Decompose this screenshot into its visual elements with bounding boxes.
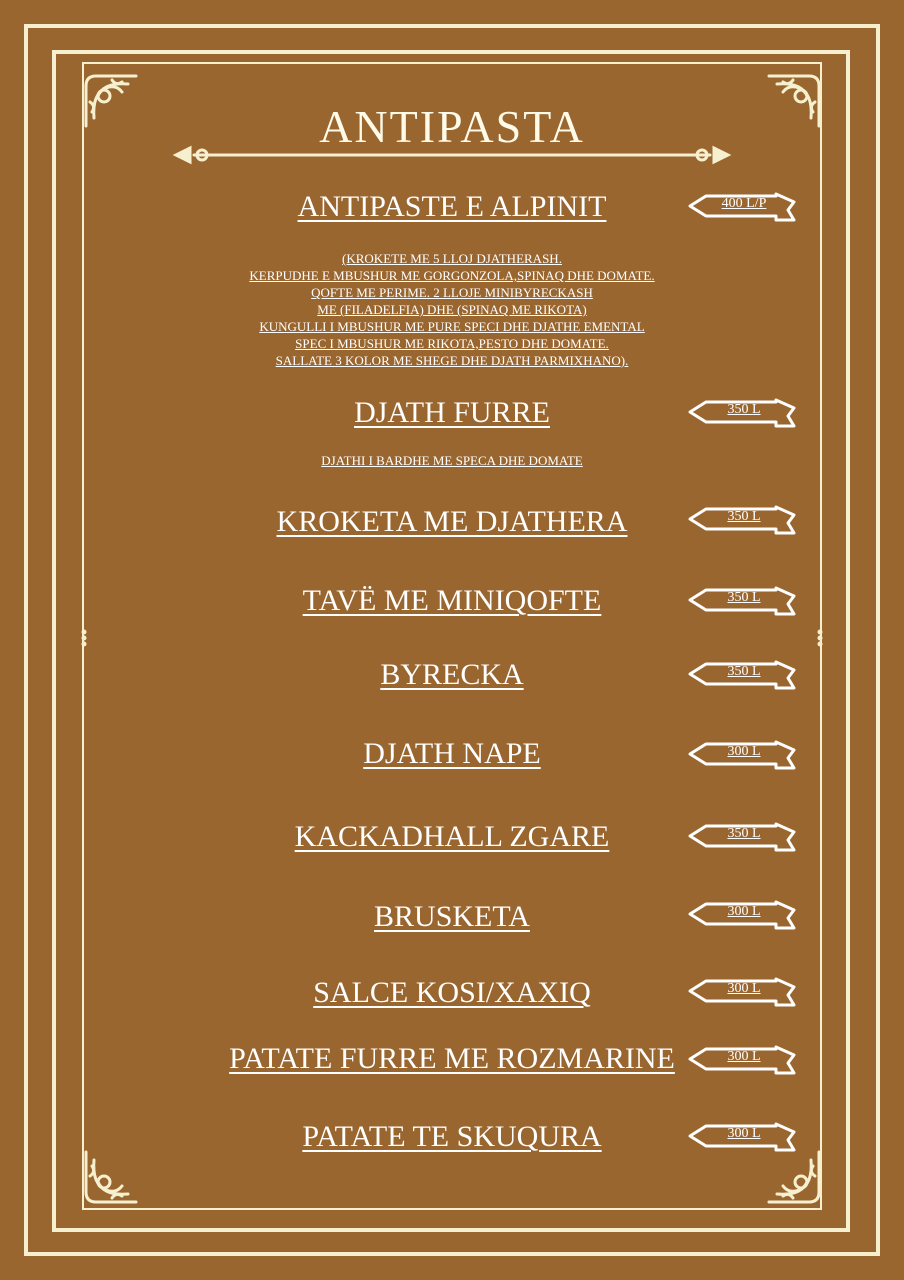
ornament-corner-icon — [765, 1148, 823, 1206]
menu-item-description: DJATHI I BARDHE ME SPECA DHE DOMATE — [321, 453, 583, 468]
price-label: 300 L — [727, 981, 761, 996]
menu-item-name: DJATH NAPE — [363, 737, 541, 770]
inner-frame — [82, 62, 822, 1210]
price-label: 300 L — [727, 1049, 761, 1064]
price-tag — [688, 660, 798, 694]
price-label: 300 L — [727, 744, 761, 759]
price-label: 300 L — [727, 1126, 761, 1141]
ornament-divider-icon — [172, 142, 732, 168]
price-tag — [688, 398, 798, 432]
menu-item-name: DJATH FURRE — [354, 396, 550, 429]
price-tag — [688, 1122, 798, 1156]
menu-item-name: ANTIPASTE E ALPINIT — [297, 190, 607, 223]
price-label: 350 L — [727, 664, 761, 679]
price-tag — [688, 900, 798, 934]
price-label: 350 L — [727, 509, 761, 524]
menu-item-name: PATATE FURRE ME ROZMARINE — [229, 1042, 675, 1075]
price-tag — [688, 1045, 798, 1079]
menu-item-name: SALCE KOSI/XAXIQ — [313, 976, 591, 1009]
price-label: 350 L — [727, 826, 761, 841]
price-label: 350 L — [727, 590, 761, 605]
menu-item-description: (KROKETE ME 5 LLOJ DJATHERASH. KERPUDHE E MBUSHUR ME GORGONZOLA,SPINAQ DHE DOMATE. QOFTE ME PERIME. 2 LLOJE MINIBYRECKASH ME (FILADELFIA) DHE (SPINAQ ME RIKOTA) KUNGULLI I MBUSHUR ME PURE SPECI DHE DJATHE EMENTAL SPEC I MBUSHUR ME RIKOTA,PESTO DHE DOMATE. SALLATE 3 KOLOR ME SHEGE DHE DJATH PARMIXHANO). — [249, 251, 655, 368]
menu-title: ANTIPASTA — [319, 101, 585, 152]
price-tag — [688, 505, 798, 539]
menu-item-name: KACKADHALL ZGARE — [294, 820, 610, 853]
price-tag — [688, 822, 798, 856]
menu-item-name: KROKETA ME DJATHERA — [276, 505, 628, 538]
menu-item-name: BYRECKA — [380, 658, 524, 691]
menu-item-name: BRUSKETA — [374, 900, 530, 933]
price-label: 300 L — [727, 904, 761, 919]
price-tag — [688, 586, 798, 620]
price-label: 400 L/P — [721, 196, 767, 211]
side-dots-icon — [80, 628, 88, 648]
menu-item-name: PATATE TE SKUQURA — [302, 1120, 602, 1153]
side-dots-icon — [816, 628, 824, 648]
ornament-corner-icon — [82, 1148, 140, 1206]
price-tag — [688, 192, 798, 226]
price-label: 350 L — [727, 402, 761, 417]
price-tag — [688, 740, 798, 774]
menu-item-name: TAVË ME MINIQOFTE — [302, 584, 602, 617]
price-tag — [688, 977, 798, 1011]
